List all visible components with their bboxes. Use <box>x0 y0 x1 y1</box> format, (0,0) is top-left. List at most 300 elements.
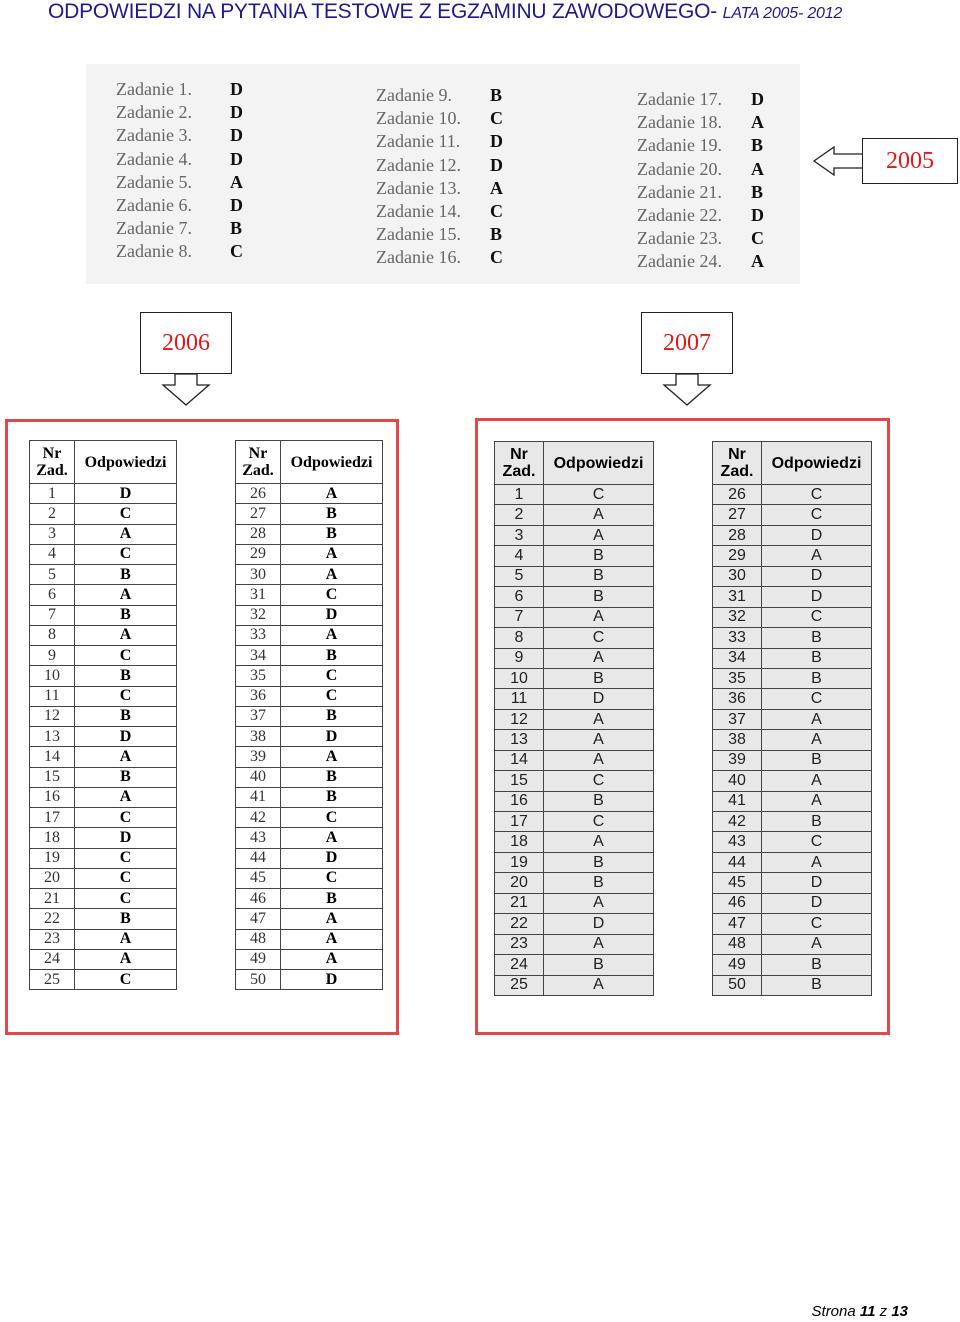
task-number: 15 <box>495 771 544 791</box>
table-row <box>713 893 872 913</box>
task-number: 18 <box>495 832 544 852</box>
task-answer: C <box>544 771 654 791</box>
task-answer: A <box>544 648 654 668</box>
task-answer: C <box>75 544 177 564</box>
column-header-answers: Odpowiedzi <box>281 441 383 484</box>
task-answer: C <box>544 628 654 648</box>
column-header-answers: Odpowiedzi <box>762 442 872 485</box>
header-years: LATA 2005- 2012 <box>722 5 843 22</box>
task-number: 43 <box>236 828 281 848</box>
task-answer: B <box>762 628 872 648</box>
task-answer: B <box>281 889 383 909</box>
task-answer: C <box>75 868 177 888</box>
task-number: 19 <box>30 848 75 868</box>
task-number: 39 <box>713 750 762 770</box>
table-row <box>236 706 383 726</box>
task-answer: A <box>75 585 177 605</box>
task-answer: A <box>544 730 654 750</box>
task-number: 14 <box>495 750 544 770</box>
task-answer: B <box>762 668 872 688</box>
task-number: 24 <box>495 955 544 975</box>
table-row <box>30 565 177 585</box>
answers-2007-frame <box>475 418 890 1035</box>
table-row <box>495 587 654 607</box>
table-row <box>495 812 654 832</box>
table-row <box>236 585 383 605</box>
task-answer: D <box>230 194 243 215</box>
task-answer: C <box>75 504 177 524</box>
answer-row <box>116 171 252 194</box>
task-answer: A <box>281 484 383 504</box>
task-number: 49 <box>236 949 281 969</box>
task-answer: A <box>281 747 383 767</box>
task-answer: B <box>762 750 872 770</box>
task-number: 3 <box>495 525 544 545</box>
table-row <box>30 605 177 625</box>
task-number: 26 <box>236 484 281 504</box>
task-answer: A <box>544 975 654 995</box>
answer-row <box>116 240 252 263</box>
task-number: 5 <box>30 565 75 585</box>
task-number: 17 <box>30 808 75 828</box>
answer-row <box>637 111 773 134</box>
task-number: 39 <box>236 747 281 767</box>
table-row <box>495 668 654 688</box>
task-answer: B <box>544 873 654 893</box>
table-row <box>30 706 177 726</box>
answer-row <box>116 217 252 240</box>
table-row <box>495 750 654 770</box>
table-row <box>713 525 872 545</box>
table-row <box>236 544 383 564</box>
task-answer: C <box>762 914 872 934</box>
table-row <box>713 791 872 811</box>
task-number: 13 <box>30 727 75 747</box>
table-row <box>495 955 654 975</box>
task-answer: A <box>751 158 764 179</box>
task-number: 27 <box>236 504 281 524</box>
task-answer: C <box>281 666 383 686</box>
task-label: Zadanie 14. <box>376 200 461 221</box>
task-answer: A <box>75 787 177 807</box>
task-number: 35 <box>236 666 281 686</box>
task-answer: D <box>490 154 503 175</box>
answers-2006-table-right <box>235 440 383 990</box>
task-answer: A <box>544 525 654 545</box>
table-row <box>713 852 872 872</box>
table-row <box>236 524 383 544</box>
task-answer: C <box>230 241 243 262</box>
task-answer: C <box>490 108 503 129</box>
task-number: 2 <box>30 504 75 524</box>
header-title: ODPOWIEDZI NA PYTANIA TESTOWE Z EGZAMINU ZAWODOWEGO- <box>48 0 718 23</box>
task-number: 34 <box>236 646 281 666</box>
task-number: 38 <box>236 727 281 747</box>
table-row <box>30 808 177 828</box>
task-label: Zadanie 19. <box>637 135 722 156</box>
task-number: 27 <box>713 505 762 525</box>
task-label: Zadanie 7. <box>116 218 192 239</box>
footer-prefix: Strona <box>811 1303 856 1320</box>
table-row <box>495 934 654 954</box>
table-row <box>713 955 872 975</box>
table-row <box>30 848 177 868</box>
table-row <box>30 747 177 767</box>
table-row <box>30 625 177 645</box>
table-row <box>713 975 872 995</box>
task-answer: B <box>544 546 654 566</box>
task-answer: B <box>544 566 654 586</box>
table-row <box>236 868 383 888</box>
task-answer: A <box>751 251 764 272</box>
answers-2005-col-2 <box>376 84 512 270</box>
task-number: 33 <box>236 625 281 645</box>
task-answer: C <box>762 607 872 627</box>
task-number: 1 <box>30 484 75 504</box>
task-label: Zadanie 4. <box>116 148 192 169</box>
task-answer: D <box>281 848 383 868</box>
table-row <box>495 648 654 668</box>
table-row <box>495 893 654 913</box>
task-number: 21 <box>30 889 75 909</box>
table-row <box>236 808 383 828</box>
task-answer: D <box>230 79 243 99</box>
task-label: Zadanie 1. <box>116 79 192 99</box>
task-number: 21 <box>495 893 544 913</box>
task-answer: D <box>75 727 177 747</box>
task-number: 30 <box>713 566 762 586</box>
task-number: 23 <box>495 934 544 954</box>
task-answer: A <box>544 505 654 525</box>
task-number: 7 <box>495 607 544 627</box>
task-number: 20 <box>30 868 75 888</box>
table-row <box>236 787 383 807</box>
task-answer: D <box>762 566 872 586</box>
task-answer: D <box>751 89 764 109</box>
table-row <box>713 607 872 627</box>
table-row <box>495 852 654 872</box>
task-number: 20 <box>495 873 544 893</box>
table-row <box>30 727 177 747</box>
answers-2005-col-3 <box>637 88 773 274</box>
task-number: 42 <box>713 812 762 832</box>
answer-row <box>637 158 773 181</box>
task-number: 1 <box>495 485 544 505</box>
task-answer: B <box>544 955 654 975</box>
answer-row <box>376 177 512 200</box>
year-label-2007: 2007 <box>641 312 733 374</box>
answer-row <box>376 84 512 107</box>
table-row <box>236 504 383 524</box>
table-row <box>236 484 383 504</box>
arrow-down-icon <box>160 373 212 407</box>
task-answer: A <box>281 828 383 848</box>
table-row <box>236 909 383 929</box>
task-answer: D <box>281 605 383 625</box>
task-number: 22 <box>495 914 544 934</box>
task-number: 42 <box>236 808 281 828</box>
footer-page-total: 13 <box>891 1303 908 1320</box>
answer-row <box>116 148 252 171</box>
task-answer: D <box>490 131 503 152</box>
task-answer: A <box>762 791 872 811</box>
task-answer: D <box>281 727 383 747</box>
task-label: Zadanie 3. <box>116 125 192 146</box>
task-number: 11 <box>30 686 75 706</box>
arrow-down-icon <box>661 373 713 407</box>
table-row <box>236 767 383 787</box>
task-answer: D <box>75 484 177 504</box>
task-answer: D <box>230 148 243 169</box>
task-answer: A <box>762 934 872 954</box>
task-answer: D <box>230 125 243 146</box>
task-number: 16 <box>30 787 75 807</box>
task-number: 10 <box>495 668 544 688</box>
task-answer: C <box>762 505 872 525</box>
task-answer: A <box>490 177 503 198</box>
task-label: Zadanie 13. <box>376 177 461 198</box>
table-row <box>713 505 872 525</box>
task-answer: A <box>762 852 872 872</box>
task-answer: B <box>490 224 503 245</box>
answer-row <box>116 78 252 101</box>
task-number: 33 <box>713 628 762 648</box>
task-answer: D <box>75 828 177 848</box>
task-answer: B <box>281 787 383 807</box>
table-row <box>713 648 872 668</box>
task-number: 28 <box>713 525 762 545</box>
answer-row <box>376 223 512 246</box>
task-number: 18 <box>30 828 75 848</box>
task-number: 25 <box>30 970 75 990</box>
table-row <box>495 546 654 566</box>
answer-row <box>376 200 512 223</box>
task-label: Zadanie 17. <box>637 89 722 109</box>
table-row <box>713 771 872 791</box>
task-answer: C <box>762 485 872 505</box>
task-answer: C <box>75 970 177 990</box>
task-answer: B <box>281 646 383 666</box>
task-number: 30 <box>236 565 281 585</box>
task-number: 9 <box>30 646 75 666</box>
task-answer: D <box>751 204 764 225</box>
task-number: 31 <box>713 587 762 607</box>
task-number: 15 <box>30 767 75 787</box>
task-number: 37 <box>713 709 762 729</box>
table-row <box>30 504 177 524</box>
task-answer: A <box>544 709 654 729</box>
table-row <box>236 949 383 969</box>
task-label: Zadanie 11. <box>376 131 461 152</box>
task-answer: B <box>762 955 872 975</box>
task-number: 35 <box>713 668 762 688</box>
task-answer: D <box>230 102 243 123</box>
task-number: 14 <box>30 747 75 767</box>
task-number: 46 <box>236 889 281 909</box>
table-row <box>713 914 872 934</box>
task-label: Zadanie 24. <box>637 251 722 272</box>
task-answer: A <box>544 750 654 770</box>
task-number: 9 <box>495 648 544 668</box>
task-answer: D <box>544 914 654 934</box>
task-answer: A <box>281 565 383 585</box>
answers-2005-scan <box>86 64 800 284</box>
task-answer: B <box>75 909 177 929</box>
answers-2007-table-left <box>494 441 654 996</box>
table-row <box>495 791 654 811</box>
page-footer <box>812 1303 908 1320</box>
task-number: 8 <box>495 628 544 648</box>
table-row <box>236 929 383 949</box>
answer-row <box>376 154 512 177</box>
task-label: Zadanie 2. <box>116 102 192 123</box>
task-answer: C <box>490 200 503 221</box>
table-row <box>236 889 383 909</box>
task-number: 26 <box>713 485 762 505</box>
task-answer: A <box>281 909 383 929</box>
answers-2006-frame <box>5 419 399 1035</box>
column-header-answers: Odpowiedzi <box>544 442 654 485</box>
table-row <box>236 646 383 666</box>
table-row <box>713 812 872 832</box>
task-number: 12 <box>495 709 544 729</box>
task-answer: A <box>762 730 872 750</box>
table-row <box>495 525 654 545</box>
task-answer: B <box>281 504 383 524</box>
task-number: 5 <box>495 566 544 586</box>
table-row <box>236 747 383 767</box>
task-number: 6 <box>30 585 75 605</box>
task-answer: C <box>751 228 764 249</box>
task-answer: B <box>762 648 872 668</box>
task-answer: B <box>544 587 654 607</box>
task-number: 37 <box>236 706 281 726</box>
table-row <box>236 828 383 848</box>
column-header-nr: Nr Zad. <box>236 441 281 484</box>
table-row <box>30 585 177 605</box>
answer-row <box>637 134 773 157</box>
task-answer: A <box>281 949 383 969</box>
table-row <box>30 666 177 686</box>
table-row <box>495 689 654 709</box>
table-row <box>713 566 872 586</box>
table-row <box>495 730 654 750</box>
table-row <box>713 709 872 729</box>
table-row <box>495 709 654 729</box>
table-row <box>30 484 177 504</box>
task-answer: B <box>762 975 872 995</box>
table-row <box>713 546 872 566</box>
task-answer: A <box>230 171 243 192</box>
table-row <box>713 750 872 770</box>
task-answer: C <box>75 889 177 909</box>
table-row <box>30 929 177 949</box>
table-row <box>713 689 872 709</box>
task-number: 28 <box>236 524 281 544</box>
table-row <box>495 607 654 627</box>
answer-row <box>637 227 773 250</box>
task-answer: D <box>281 970 383 990</box>
table-row <box>236 625 383 645</box>
task-number: 48 <box>713 934 762 954</box>
task-label: Zadanie 9. <box>376 85 452 105</box>
table-row <box>236 686 383 706</box>
task-number: 32 <box>236 605 281 625</box>
task-answer: A <box>281 929 383 949</box>
task-label: Zadanie 16. <box>376 247 461 268</box>
table-row <box>713 587 872 607</box>
task-number: 38 <box>713 730 762 750</box>
table-row <box>713 873 872 893</box>
task-number: 25 <box>495 975 544 995</box>
task-number: 6 <box>495 587 544 607</box>
task-number: 4 <box>30 544 75 564</box>
answer-row <box>376 130 512 153</box>
task-label: Zadanie 22. <box>637 204 722 225</box>
task-answer: B <box>281 767 383 787</box>
column-header-nr: Nr Zad. <box>30 441 75 484</box>
task-answer: B <box>544 668 654 688</box>
table-row <box>495 832 654 852</box>
task-answer: B <box>75 666 177 686</box>
task-number: 34 <box>713 648 762 668</box>
table-row <box>30 686 177 706</box>
task-answer: B <box>281 524 383 544</box>
task-number: 11 <box>495 689 544 709</box>
task-number: 45 <box>713 873 762 893</box>
answers-2007-table-right <box>712 441 872 996</box>
table-row <box>236 727 383 747</box>
task-number: 12 <box>30 706 75 726</box>
table-row <box>236 848 383 868</box>
task-answer: A <box>762 709 872 729</box>
year-label-2006: 2006 <box>140 312 232 374</box>
task-answer: A <box>75 929 177 949</box>
task-answer: A <box>281 625 383 645</box>
task-answer: B <box>75 767 177 787</box>
answer-row <box>376 246 512 269</box>
table-row <box>495 975 654 995</box>
footer-separator: z <box>879 1303 888 1320</box>
task-answer: A <box>75 524 177 544</box>
table-row <box>30 544 177 564</box>
task-number: 2 <box>495 505 544 525</box>
task-answer: C <box>762 832 872 852</box>
task-label: Zadanie 6. <box>116 194 192 215</box>
task-answer: A <box>281 544 383 564</box>
task-number: 7 <box>30 605 75 625</box>
task-answer: C <box>544 485 654 505</box>
table-row <box>495 771 654 791</box>
task-number: 32 <box>713 607 762 627</box>
task-number: 31 <box>236 585 281 605</box>
table-row <box>495 485 654 505</box>
task-answer: A <box>544 934 654 954</box>
task-number: 44 <box>236 848 281 868</box>
task-number: 29 <box>713 546 762 566</box>
task-answer: A <box>544 832 654 852</box>
task-answer: C <box>281 585 383 605</box>
table-row <box>236 565 383 585</box>
table-row <box>30 909 177 929</box>
table-row <box>495 873 654 893</box>
task-number: 29 <box>236 544 281 564</box>
task-answer: B <box>75 605 177 625</box>
table-row <box>495 914 654 934</box>
table-row <box>713 628 872 648</box>
task-answer: B <box>75 706 177 726</box>
task-number: 50 <box>713 975 762 995</box>
